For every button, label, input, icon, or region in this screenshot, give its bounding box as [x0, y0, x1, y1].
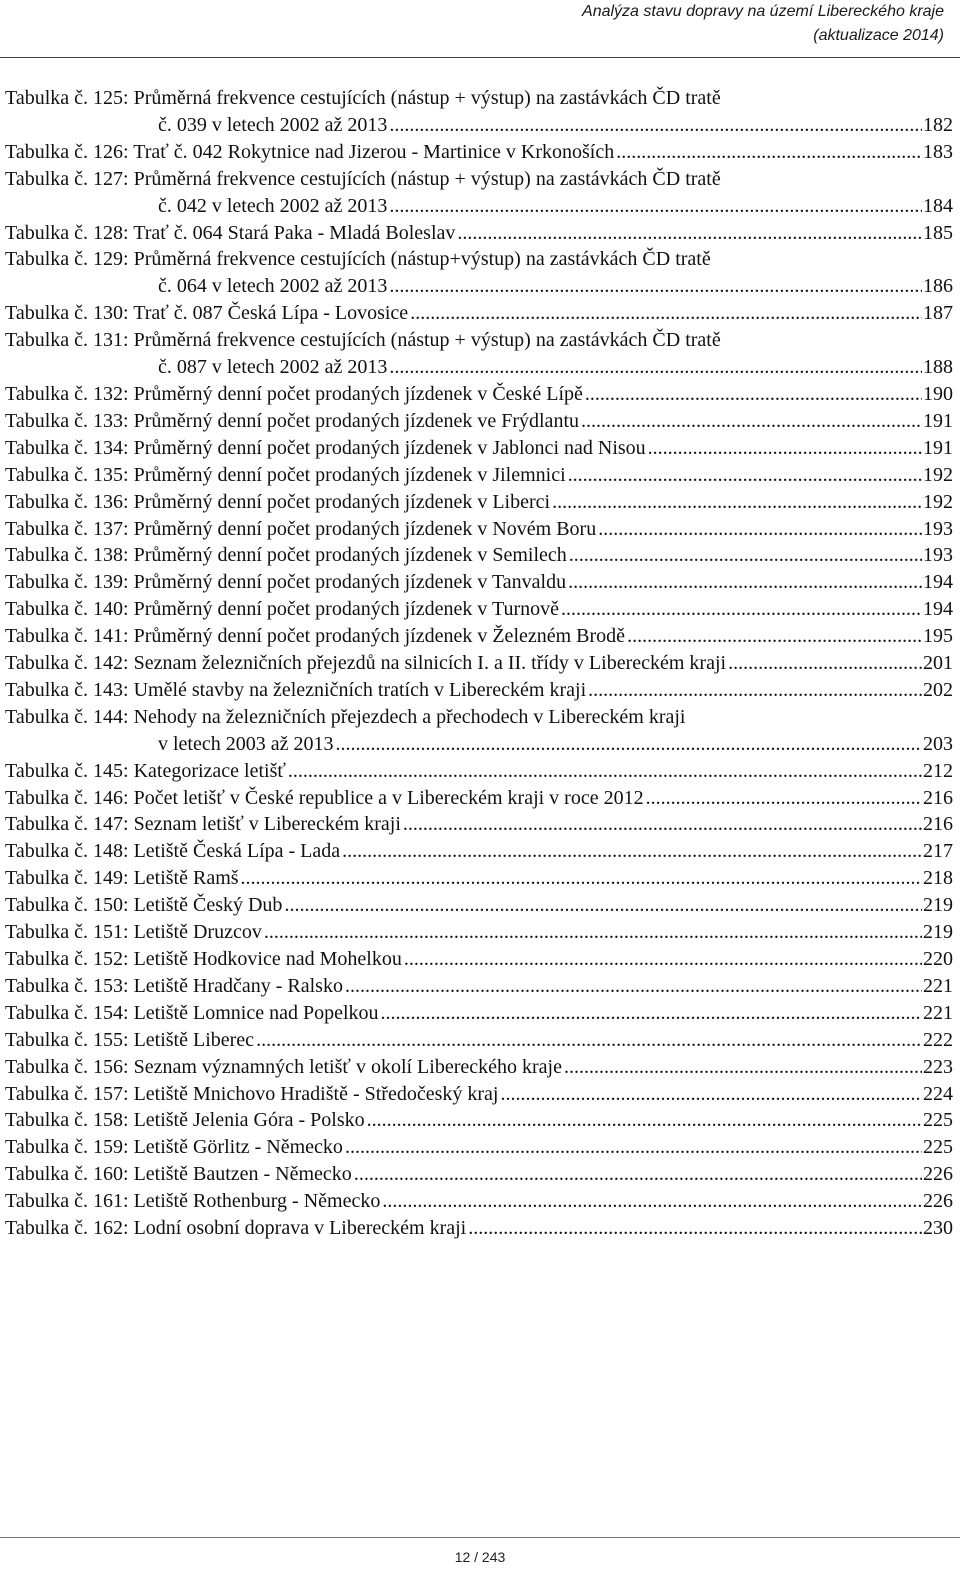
dot-leader: [342, 838, 922, 865]
toc-entry-page: 219: [923, 894, 953, 917]
toc-entry-title: Tabulka č. 134: Průměrný denní počet prodaných jízdenek v Jablonci nad Nisou: [5, 436, 646, 459]
dot-leader: [241, 865, 922, 892]
header-title: Analýza stavu dopravy na území Libereckého kraje: [582, 3, 944, 20]
toc-entry-title: č. 064 v letech 2002 až 2013: [158, 275, 388, 298]
toc-entry-page: 186: [923, 275, 953, 298]
toc-entry[interactable]: [5, 246, 953, 300]
toc-entry-title: Tabulka č. 131: Průměrná frekvence cestujících (nástup + výstup) na zastávkách ČD tratě: [5, 329, 721, 352]
toc-entry[interactable]: [5, 838, 953, 865]
toc-entry-title: Tabulka č. 148: Letiště Česká Lípa - Lada: [5, 840, 341, 863]
header-subtitle: (aktualizace 2014): [813, 27, 944, 44]
toc-entry[interactable]: [5, 1188, 953, 1215]
toc-entry[interactable]: [5, 704, 953, 758]
toc-entry[interactable]: [5, 623, 953, 650]
dot-leader: [561, 596, 922, 623]
toc-entry-title: Tabulka č. 159: Letiště Görlitz - Německo: [5, 1136, 343, 1159]
dot-leader: [410, 300, 922, 327]
toc-entry-title: Tabulka č. 149: Letiště Ramš: [5, 867, 239, 890]
toc-entry-title: Tabulka č. 142: Seznam železničních přejezdů na silnicích I. a II. třídy v Libereckém kraji: [5, 652, 727, 675]
toc-entry-page: 185: [923, 221, 953, 244]
dot-leader: [457, 220, 922, 247]
dot-leader: [564, 1054, 922, 1081]
toc-entry-title: Tabulka č. 137: Průměrný denní počet prodaných jízdenek v Novém Boru: [5, 517, 597, 540]
toc-entry[interactable]: [5, 973, 953, 1000]
toc-entry[interactable]: [5, 650, 953, 677]
toc-entry-page: 225: [923, 1136, 953, 1159]
toc-entry-title: Tabulka č. 161: Letiště Rothenburg - Německo: [5, 1190, 381, 1213]
toc-entry-title: Tabulka č. 152: Letiště Hodkovice nad Mohelkou: [5, 948, 402, 970]
dot-leader: [728, 650, 922, 677]
toc-entry-page: 192: [923, 490, 953, 513]
toc-entry[interactable]: [5, 758, 953, 785]
dot-leader: [389, 273, 922, 300]
toc-entry[interactable]: [5, 865, 953, 892]
toc-entry-title: Tabulka č. 157: Letiště Mnichovo Hradiště - Středočeský kraj: [5, 1082, 499, 1105]
toc-entry-title: Tabulka č. 126: Trať č. 042 Rokytnice nad Jizerou - Martinice v Krkonoších: [5, 140, 615, 163]
dot-leader: [598, 516, 922, 543]
toc-entry-title: Tabulka č. 136: Průměrný denní počet prodaných jízdenek v Liberci: [5, 490, 551, 513]
toc-entry-page: 201: [923, 652, 953, 675]
toc-entry-page: 203: [923, 732, 953, 755]
toc-entry-page: 188: [923, 356, 953, 379]
toc-entry[interactable]: [5, 1081, 953, 1108]
toc-entry-page: 212: [923, 759, 953, 782]
dot-leader: [568, 569, 922, 596]
dot-leader: [288, 758, 922, 785]
dot-leader: [345, 973, 922, 1000]
toc-entry-title: Tabulka č. 162: Lodní osobní doprava v Libereckém kraji: [5, 1217, 467, 1240]
dot-leader: [616, 139, 922, 166]
toc-entry[interactable]: [5, 919, 953, 946]
toc-entry-page: 192: [923, 463, 953, 486]
toc-entry[interactable]: [5, 569, 953, 596]
toc-entry-title: Tabulka č. 129: Průměrná frekvence cestujících (nástup+výstup) na zastávkách ČD tratě: [5, 248, 711, 271]
toc-entry[interactable]: [5, 408, 953, 435]
toc-entry-title: Tabulka č. 133: Průměrný denní počet prodaných jízdenek ve Frýdlantu: [5, 409, 579, 432]
dot-leader: [389, 354, 922, 381]
toc-entry-page: 217: [923, 840, 953, 863]
toc-entry[interactable]: [5, 596, 953, 623]
toc-entry-page: 225: [923, 1109, 953, 1132]
toc-entry-title: Tabulka č. 132: Průměrný denní počet prodaných jízdenek v České Lípě: [5, 382, 583, 405]
toc-entry[interactable]: [5, 785, 953, 812]
dot-leader: [648, 435, 922, 462]
toc-entry-page: 220: [923, 948, 953, 970]
toc-entry-title: č. 039 v letech 2002 až 2013: [158, 113, 388, 136]
toc-entry-page: 224: [923, 1082, 953, 1105]
dot-leader: [403, 811, 922, 838]
toc-entry-page: 184: [923, 194, 953, 217]
toc-entry-page: 191: [923, 409, 953, 432]
dot-leader: [336, 731, 923, 758]
toc-entry-title: Tabulka č. 158: Letiště Jelenia Góra - Polsko: [5, 1109, 365, 1132]
toc-entry-title: v letech 2003 až 2013: [158, 732, 334, 755]
toc-entry-title: Tabulka č. 155: Letiště Liberec: [5, 1028, 255, 1051]
toc-entry-page: 193: [923, 544, 953, 567]
toc-entry[interactable]: [5, 462, 953, 489]
toc-entry-title: Tabulka č. 135: Průměrný denní počet prodaných jízdenek v Jilemnici: [5, 463, 566, 486]
toc-entry-page: 216: [923, 813, 953, 836]
toc-entry-page: 194: [923, 571, 953, 594]
dot-leader: [389, 112, 922, 139]
toc-entry[interactable]: [5, 85, 953, 139]
dot-leader: [404, 946, 922, 973]
dot-leader: [367, 1107, 922, 1134]
toc-entry-title: Tabulka č. 147: Seznam letišť v Libereckém kraji: [5, 813, 401, 836]
toc-entry-title: Tabulka č. 138: Průměrný denní počet prodaných jízdenek v Semilech: [5, 544, 567, 567]
toc-entry[interactable]: [5, 139, 953, 166]
dot-leader: [389, 193, 922, 220]
toc-entry-title: č. 087 v letech 2002 až 2013: [158, 356, 388, 379]
dot-leader: [264, 919, 922, 946]
toc-entry-title: Tabulka č. 156: Seznam významných letišť v okolí Libereckého kraje: [5, 1055, 562, 1078]
toc-entry[interactable]: [5, 381, 953, 408]
toc-entry-title: Tabulka č. 128: Trať č. 064 Stará Paka - Mladá Boleslav: [5, 221, 456, 244]
dot-leader: [500, 1081, 922, 1108]
toc-entry-title: Tabulka č. 160: Letiště Bautzen - Německo: [5, 1163, 352, 1186]
dot-leader: [381, 1000, 922, 1027]
toc-entry-page: 221: [923, 1001, 953, 1024]
toc-entry-title: Tabulka č. 150: Letiště Český Dub: [5, 894, 283, 917]
toc-entry-title: Tabulka č. 144: Nehody na železničních přejezdech a přechodech v Libereckém kraji: [5, 705, 686, 728]
toc-entry[interactable]: [5, 489, 953, 516]
toc-entry-title: Tabulka č. 145: Kategorizace letišť: [5, 759, 286, 782]
dot-leader: [345, 1134, 922, 1161]
header-rule: [0, 57, 960, 58]
dot-leader: [256, 1027, 922, 1054]
toc-entry-title: č. 042 v letech 2002 až 2013: [158, 194, 388, 217]
toc-entry-page: 190: [923, 382, 953, 405]
dot-leader: [569, 542, 922, 569]
dot-leader: [627, 623, 922, 650]
toc-entry[interactable]: [5, 1107, 953, 1134]
toc-entry-page: 221: [923, 974, 953, 997]
toc-entry[interactable]: [5, 516, 953, 543]
toc-entry-page: 222: [923, 1028, 953, 1051]
dot-leader: [468, 1215, 922, 1242]
dot-leader: [568, 462, 922, 489]
toc-entry-page: 195: [923, 625, 953, 648]
toc-entry[interactable]: [5, 677, 953, 704]
toc-entry[interactable]: [5, 542, 953, 569]
toc-entry[interactable]: [5, 1134, 953, 1161]
dot-leader: [646, 785, 922, 812]
toc-entry[interactable]: [5, 1027, 953, 1054]
toc-entry-title: Tabulka č. 143: Umělé stavby na železničních tratích v Libereckém kraji: [5, 678, 587, 701]
toc-entry-page: 226: [923, 1163, 953, 1186]
toc-entry-title: Tabulka č. 140: Průměrný denní počet prodaných jízdenek v Turnově: [5, 598, 560, 621]
toc-entry-page: 218: [923, 867, 953, 890]
toc-entry-title: Tabulka č. 130: Trať č. 087 Česká Lípa - Lovosice: [5, 302, 409, 325]
toc-entry-page: 230: [923, 1217, 953, 1240]
dot-leader: [354, 1161, 922, 1188]
toc-entry-page: 223: [923, 1055, 953, 1078]
toc-entry-page: 193: [923, 517, 953, 540]
toc-entry[interactable]: [5, 327, 953, 381]
toc-entry[interactable]: [5, 435, 953, 462]
toc-entry[interactable]: [5, 1000, 953, 1027]
page-number: 12 / 243: [454, 1549, 506, 1565]
toc-entry-page: 219: [923, 921, 953, 944]
dot-leader: [581, 408, 922, 435]
dot-leader: [585, 381, 922, 408]
dot-leader: [284, 892, 922, 919]
toc-entry[interactable]: [5, 946, 953, 973]
toc-entry-title: Tabulka č. 151: Letiště Druzcov: [5, 921, 262, 944]
dot-leader: [588, 677, 922, 704]
toc-entry[interactable]: [5, 811, 953, 838]
toc-entry-title: Tabulka č. 146: Počet letišť v České republice a v Libereckém kraji v roce 2012: [5, 786, 644, 809]
toc-entry[interactable]: [5, 1054, 953, 1081]
dot-leader: [552, 489, 922, 516]
running-header: [344, 0, 944, 48]
toc-entry-page: 194: [923, 598, 953, 621]
footer-rule: [0, 1537, 960, 1538]
toc-entry-page: 182: [923, 113, 953, 136]
toc-entry-title: Tabulka č. 127: Průměrná frekvence cestujících (nástup + výstup) na zastávkách ČD tratě: [5, 167, 721, 190]
toc-entry-title: Tabulka č. 141: Průměrný denní počet prodaných jízdenek v Železném Brodě: [5, 625, 626, 648]
toc-entry[interactable]: [5, 166, 953, 220]
table-of-tables: [5, 85, 953, 1242]
toc-entry-page: 191: [923, 436, 953, 459]
toc-entry-title: Tabulka č. 153: Letiště Hradčany - Ralsko: [5, 974, 343, 997]
toc-entry[interactable]: [5, 892, 953, 919]
toc-entry[interactable]: [5, 300, 953, 327]
toc-entry-page: 202: [923, 678, 953, 701]
toc-entry-page: 216: [923, 786, 953, 809]
toc-entry-page: 187: [923, 302, 953, 325]
toc-entry[interactable]: [5, 1215, 953, 1242]
toc-entry-title: Tabulka č. 125: Průměrná frekvence cestujících (nástup + výstup) na zastávkách ČD tratě: [5, 87, 721, 109]
toc-entry-page: 183: [923, 140, 953, 163]
toc-entry-title: Tabulka č. 154: Letiště Lomnice nad Popelkou: [5, 1001, 379, 1024]
toc-entry[interactable]: [5, 1161, 953, 1188]
dot-leader: [382, 1188, 922, 1215]
toc-entry[interactable]: [5, 220, 953, 247]
toc-entry-title: Tabulka č. 139: Průměrný denní počet prodaných jízdenek v Tanvaldu: [5, 571, 567, 594]
toc-entry-page: 226: [923, 1190, 953, 1213]
